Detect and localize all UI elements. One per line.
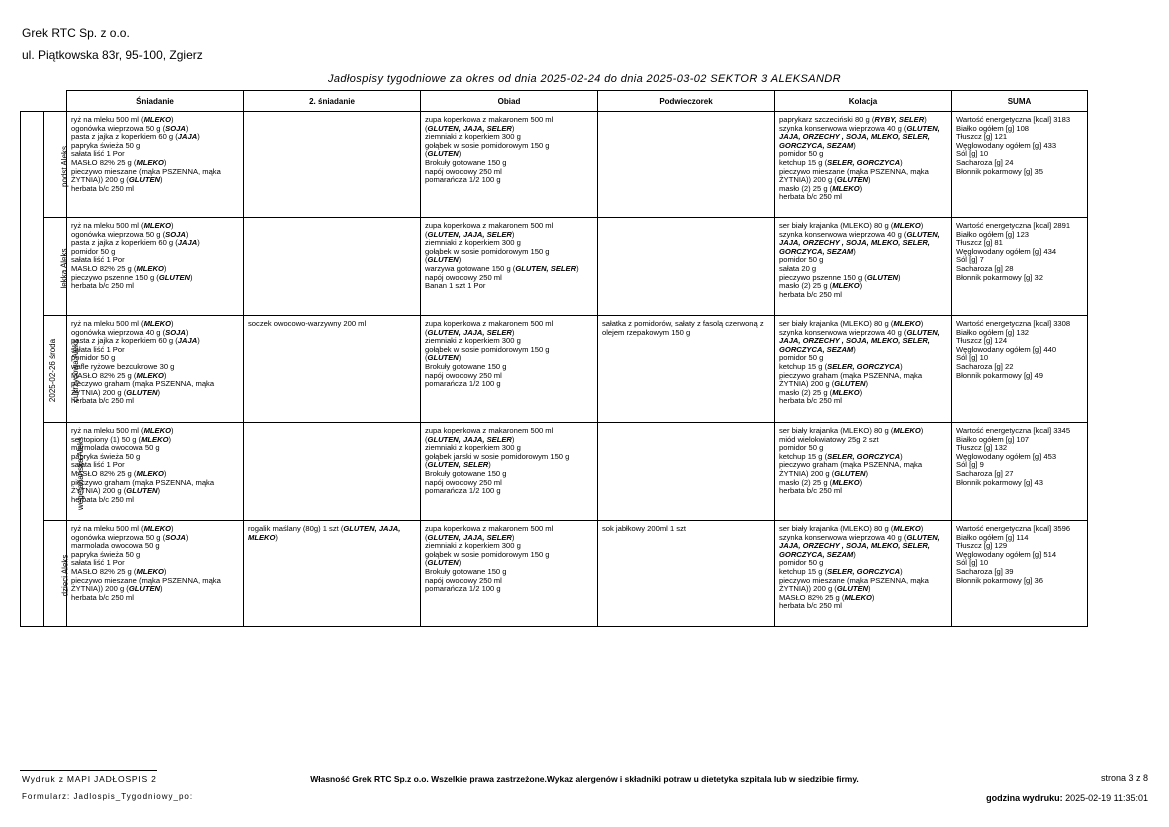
diet-label: wegetariańska Aleks	[75, 436, 85, 510]
cell-podwieczorek: sałatka z pomidorów, sałaty z fasolą czerwoną z olejem rzepakowym 150 g	[598, 316, 775, 423]
cell-kolacja: ser biały krajanka (MLEKO) 80 g (MLEKO) szynka konserwowa wieprzowa 40 g (GLUTEN, JAJA, ORZECHY , SOJA, MLEKO, SELER, GORCZYCA, SEZAM) pomidor 50 g sałata 20 g pieczywo pszenne 150 g (GLUTEN) masło (2) 25 g (MLEKO) herbata b/c 250 ml	[775, 218, 952, 316]
footer-ownership: Własność Grek RTC Sp.z o.o. Wszelkie prawa zastrzeżone.Wykaz alergenów i składniki potraw u dietetyka szpitala lub w siedzibie firmy.	[310, 774, 859, 784]
column-header-2-sniadanie: 2. śniadanie	[244, 91, 421, 112]
footer-print-time	[986, 793, 1148, 803]
cell-obiad: zupa koperkowa z makaronem 500 ml (GLUTEN, JAJA, SELER) ziemniaki z koperkiem 300 g gołąbek w sosie pomidorowym 150 g (GLUTEN) Brokuły gotowane 150 g napój owocowy 250 ml pomarańcza 1/2 100 g	[421, 112, 598, 218]
cell-kolacja: ser biały krajanka (MLEKO) 80 g (MLEKO) miód wielokwiatowy 25g 2 szt pomidor 50 g ketchup 15 g (SELER, GORCZYCA) pieczywo graham (mąka PSZENNA, mąka ŻYTNIA) 200 g (GLUTEN) masło (2) 25 g (MLEKO) herbata b/c 250 ml	[775, 423, 952, 521]
header-spacer	[44, 91, 67, 112]
diet-row	[21, 316, 1088, 423]
cell-suma: Wartość energetyczna [kcal] 2891 Białko ogółem [g] 123 Tłuszcz [g] 81 Węglowodany ogółem [g] 434 Sól [g] 7 Sacharoza [g] 28 Błonnik pokarmowy [g] 32	[952, 218, 1088, 316]
day-label: 2025-02-26 środa	[48, 338, 58, 403]
cell-sniadanie: ryż na mleku 500 ml (MLEKO) ogonówka wieprzowa 40 g (SOJA) pasta z jajka z koperkiem 60 g (JAJA) sałata liść 1 Por pomidor 50 g wafle ryżowe bezcukrowe 30 g MASŁO 82% 25 g (MLEKO) pieczywo graham (mąka PSZENNA, mąka ŻYTNIA) 200 g (GLUTEN) herbata b/c 250 ml	[67, 316, 244, 423]
diet-cell	[44, 112, 67, 218]
diet-row	[21, 112, 1088, 218]
day-cell	[21, 112, 58, 627]
column-header-suma: SUMA	[952, 91, 1088, 112]
cell-2-sniadanie	[244, 112, 421, 218]
cell-2-sniadanie	[244, 218, 421, 316]
diet-label: dzieci Aleks	[60, 554, 70, 596]
cell-obiad: zupa koperkowa z makaronem 500 ml (GLUTEN, JAJA, SELER) ziemniaki z koperkiem 300 g gołąbek jarski w sosie pomidorowym 150 g (GLUTEN, SELER) Brokuły gotowane 150 g napój owocowy 250 ml pomarańcza 1/2 100 g	[421, 423, 598, 521]
menu-table	[20, 90, 1088, 627]
company-header	[22, 22, 203, 66]
cell-suma: Wartość energetyczna [kcal] 3596 Białko ogółem [g] 114 Tłuszcz [g] 129 Węglowodany ogółem [g] 514 Sól [g] 10 Sacharoza [g] 39 Błonnik pokarmowy [g] 36	[952, 521, 1088, 627]
header-spacer	[21, 91, 44, 112]
cell-suma: Wartość energetyczna [kcal] 3308 Białko ogółem [g] 132 Tłuszcz [g] 124 Węglowodany ogółem [g] 440 Sól [g] 10 Sacharoza [g] 22 Błonnik pokarmowy [g] 49	[952, 316, 1088, 423]
cell-suma: Wartość energetyczna [kcal] 3345 Białko ogółem [g] 107 Tłuszcz [g] 132 Węglowodany ogółem [g] 453 Sól [g] 9 Sacharoza [g] 27 Błonnik pokarmowy [g] 43	[952, 423, 1088, 521]
cell-2-sniadanie	[244, 423, 421, 521]
cell-kolacja: paprykarz szczeciński 80 g (RYBY, SELER) szynka konserwowa wieprzowa 40 g (GLUTEN, JAJA, ORZECHY , SOJA, MLEKO, SELER, GORCZYCA, SEZAM) pomidor 50 g ketchup 15 g (SELER, GORCZYCA) pieczywo mieszane (mąka PSZENNA, mąka ŻYTNIA)) 200 g (GLUTEN) masło (2) 25 g (MLEKO) herbata b/c 250 ml	[775, 112, 952, 218]
cell-sniadanie: ryż na mleku 500 ml (MLEKO) ogonówka wieprzowa 50 g (SOJA) pasta z jajka z koperkiem 60 g (JAJA) papryka świeża 50 g sałata liść 1 Por MASŁO 82% 25 g (MLEKO) pieczywo mieszane (mąka PSZENNA, mąka ŻYTNIA)) 200 g (GLUTEN) herbata b/c 250 ml	[67, 112, 244, 218]
header-row	[21, 91, 1088, 112]
cell-podwieczorek	[598, 423, 775, 521]
footer-form: Formularz: Jadlospis_Tygodniowy_po:	[22, 792, 194, 801]
diet-row	[21, 423, 1088, 521]
diet-label: podst Aleks	[59, 145, 69, 187]
cell-kolacja: ser biały krajanka (MLEKO) 80 g (MLEKO) szynka konserwowa wieprzowa 40 g (GLUTEN, JAJA, ORZECHY , SOJA, MLEKO, SELER, GORCZYCA, SEZAM) pomidor 50 g ketchup 15 g (SELER, GORCZYCA) pieczywo graham (mąka PSZENNA, mąka ŻYTNIA) 200 g (GLUTEN) masło (2) 25 g (MLEKO) herbata b/c 250 ml	[775, 316, 952, 423]
cell-podwieczorek: sok jabłkowy 200ml 1 szt	[598, 521, 775, 627]
column-header-podwieczorek: Podwieczorek	[598, 91, 775, 112]
diet-cell	[44, 218, 67, 316]
print-time-value: 2025-02-19 11:35:01	[1065, 793, 1148, 803]
cell-2-sniadanie: soczek owocowo-warzywny 200 ml	[244, 316, 421, 423]
print-time-label: godzina wydruku:	[986, 793, 1063, 803]
cell-sniadanie: ryż na mleku 500 ml (MLEKO) ser topiony (1) 50 g (MLEKO) marmolada owocowa 50 g papryka świeża 50 g sałata liść 1 Por MASŁO 82% 25 g (MLEKO) pieczywo graham (mąka PSZENNA, mąka ŻYTNIA) 200 g (GLUTEN) herbata b/c 250 ml	[67, 423, 244, 521]
menu-body	[21, 112, 1088, 627]
footer-printout: Wydruk z MAPI JADŁOSPIS 2	[22, 774, 157, 784]
diet-cell	[44, 521, 70, 627]
diet-row	[21, 521, 1088, 627]
cell-obiad: zupa koperkowa z makaronem 500 ml (GLUTEN, JAJA, SELER) ziemniaki z koperkiem 300 g gołąbek w sosie pomidorowym 150 g (GLUTEN) warzywa gotowane 150 g (GLUTEN, SELER) napój owocowy 250 ml Banan 1 szt 1 Por	[421, 218, 598, 316]
company-name: Grek RTC Sp. z o.o.	[22, 26, 130, 40]
column-header-obiad: Obiad	[421, 91, 598, 112]
footer-page-number: strona 3 z 8	[1100, 773, 1148, 783]
footer-divider	[20, 770, 157, 771]
cell-kolacja: ser biały krajanka (MLEKO) 80 g (MLEKO) szynka konserwowa wieprzowa 40 g (GLUTEN, JAJA, ORZECHY , SOJA, MLEKO, SELER, GORCZYCA, SEZAM) pomidor 50 g ketchup 15 g (SELER, GORCZYCA) pieczywo mieszane (mąka PSZENNA, mąka ŻYTNIA)) 200 g (GLUTEN) MASŁO 82% 25 g (MLEKO) herbata b/c 250 ml	[775, 521, 952, 627]
cell-podwieczorek	[598, 112, 775, 218]
diet-label: lekka Aleks	[59, 247, 69, 289]
cell-obiad: zupa koperkowa z makaronem 500 ml (GLUTEN, JAJA, SELER) ziemniaki z koperkiem 300 g gołąbek w sosie pomidorowym 150 g (GLUTEN) Brokuły gotowane 150 g napój owocowy 250 ml pomarańcza 1/2 100 g	[421, 316, 598, 423]
column-header-kolacja: Kolacja	[775, 91, 952, 112]
cell-podwieczorek	[598, 218, 775, 316]
cell-2-sniadanie: rogalik maślany (80g) 1 szt (GLUTEN, JAJA, MLEKO)	[244, 521, 421, 627]
cell-sniadanie: ryż na mleku 500 ml (MLEKO) ogonówka wieprzowa 50 g (SOJA) pasta z jajka z koperkiem 60 g (JAJA) pomidor 50 g sałata liść 1 Por MASŁO 82% 25 g (MLEKO) pieczywo pszenne 150 g (GLUTEN) herbata b/c 250 ml	[67, 218, 244, 316]
cell-sniadanie: ryż na mleku 500 ml (MLEKO) ogonówka wieprzowa 50 g (SOJA) marmolada owocowa 50 g papryka świeża 50 g sałata liść 1 Por MASŁO 82% 25 g (MLEKO) pieczywo mieszane (mąka PSZENNA, mąka ŻYTNIA)) 200 g (GLUTEN) herbata b/c 250 ml	[67, 521, 244, 627]
column-header-sniadanie: Śniadanie	[67, 91, 244, 112]
page-title: Jadłospisy tygodniowe za okres od dnia 2025-02-24 do dnia 2025-03-02 SEKTOR 3 ALEKSANDR	[328, 73, 841, 85]
diet-row	[21, 218, 1088, 316]
cell-suma: Wartość energetyczna [kcal] 3183 Białko ogółem [g] 108 Tłuszcz [g] 121 Węglowodany ogółem [g] 433 Sól [g] 10 Sacharoza [g] 24 Błonnik pokarmowy [g] 35	[952, 112, 1088, 218]
diet-label: cukrzycowa Aleks	[71, 338, 81, 403]
cell-obiad: zupa koperkowa z makaronem 500 ml (GLUTEN, JAJA, SELER) ziemniaki z koperkiem 300 g gołąbek w sosie pomidorowym 150 g (GLUTEN) Brokuły gotowane 150 g napój owocowy 250 ml pomarańcza 1/2 100 g	[421, 521, 598, 627]
diet-cell	[44, 423, 85, 521]
company-address: ul. Piątkowska 83r, 95-100, Zgierz	[22, 48, 203, 62]
